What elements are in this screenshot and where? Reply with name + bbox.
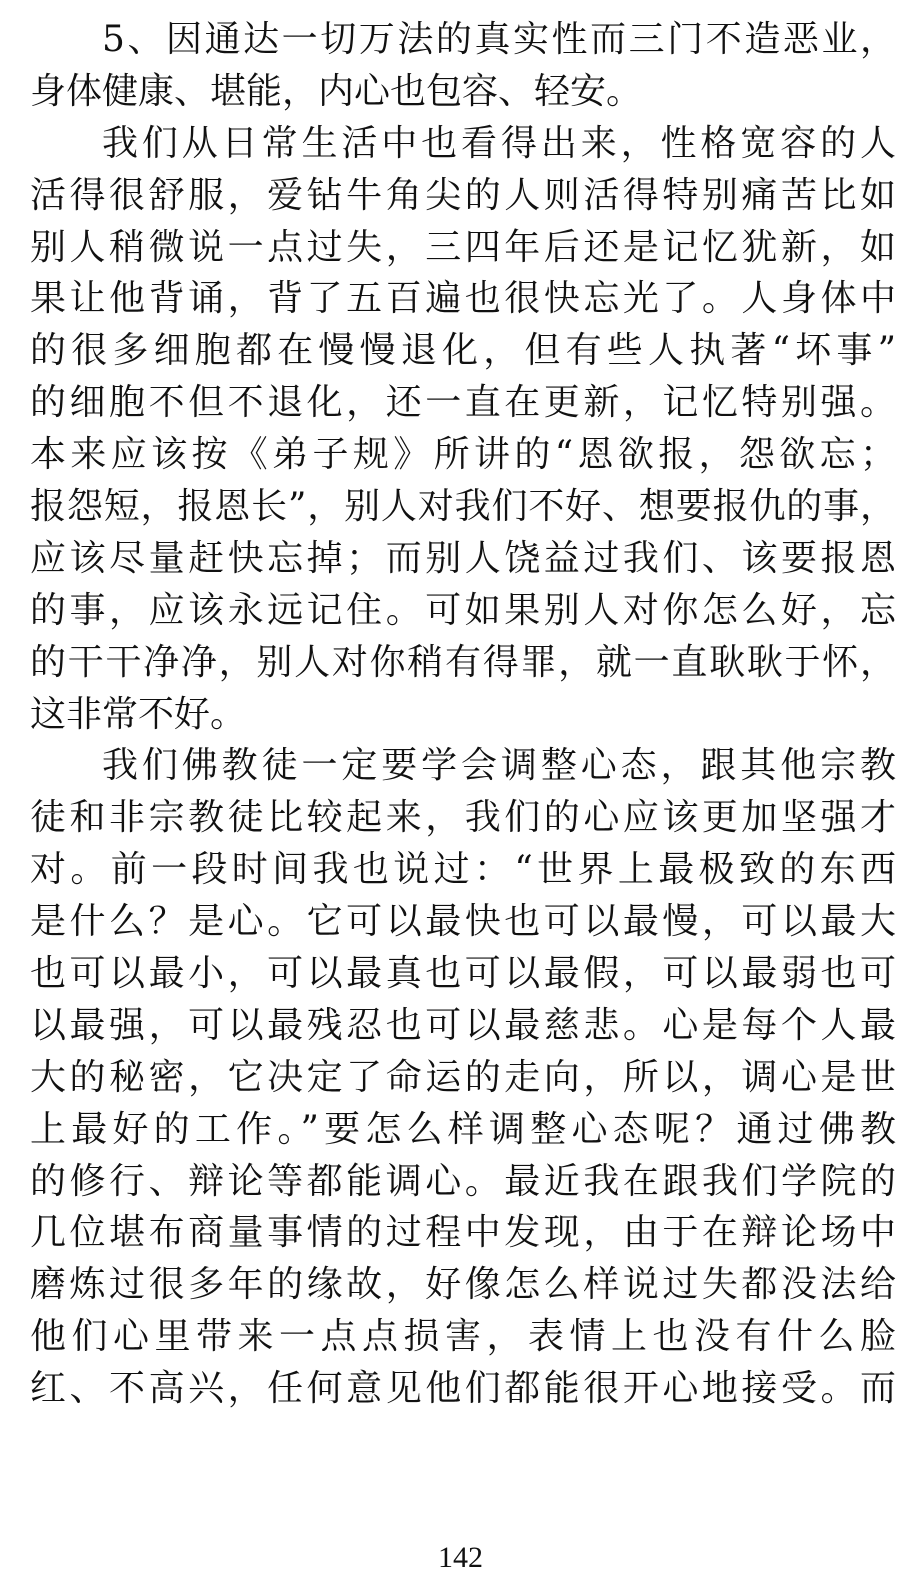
- text-line: 身体健康、堪能，内心也包容、轻安。: [30, 70, 643, 112]
- text-line: 也可以最小，可以最真也可以最假，可以最弱也可: [30, 953, 896, 995]
- text-line: 的很多细胞都在慢慢退化，但有些人执著“坏事”: [30, 330, 896, 372]
- text-line: 我们从日常生活中也看得出来，性格宽容的人: [102, 122, 896, 164]
- text-line: 活得很舒服，爱钻牛角尖的人则活得特别痛苦比如: [30, 174, 896, 216]
- text-line: 对。前一段时间我也说过：“世界上最极致的东西: [30, 849, 896, 891]
- text-line: 报怨短，报恩长”，别人对我们不好、想要报仇的事，: [30, 486, 896, 528]
- text-line: 上最好的工作。”要怎么样调整心态呢？通过佛教: [30, 1108, 896, 1150]
- text-line: 磨炼过很多年的缘故，好像怎么样说过失都没法给: [30, 1264, 896, 1306]
- text-line: 果让他背诵，背了五百遍也很快忘光了。人身体中: [30, 278, 896, 320]
- text-line: 我们佛教徒一定要学会调整心态，跟其他宗教: [102, 745, 896, 787]
- text-line: 应该尽量赶快忘掉；而别人饶益过我们、该要报恩: [30, 537, 896, 579]
- text-line: 几位堪布商量事情的过程中发现，由于在辩论场中: [30, 1212, 896, 1254]
- text-line: 是什么？是心。它可以最快也可以最慢，可以最大: [30, 901, 896, 943]
- text-line: 别人稍微说一点过失，三四年后还是记忆犹新，如: [30, 226, 896, 268]
- text-line: 这非常不好。: [30, 693, 247, 735]
- text-line: 的修行、辩论等都能调心。最近我在跟我们学院的: [30, 1160, 896, 1202]
- text-line: 本来应该按《弟子规》所讲的“恩欲报，怨欲忘；: [30, 434, 896, 476]
- text-line: 红、不高兴，任何意见他们都能很开心地接受。而: [30, 1368, 896, 1410]
- text-line: 大的秘密，它决定了命运的走向，所以，调心是世: [30, 1056, 896, 1098]
- text-line: 以最强，可以最残忍也可以最慈悲。心是每个人最: [30, 1004, 896, 1046]
- page-number: 142: [438, 1541, 483, 1574]
- text-line: 徒和非宗教徒比较起来，我们的心应该更加坚强才: [30, 797, 896, 839]
- text-line: 他们心里带来一点点损害，表情上也没有什么脸: [30, 1316, 896, 1358]
- text-line: 的事，应该永远记住。可如果别人对你怎么好，忘: [30, 589, 896, 631]
- text-line: 的细胞不但不退化，还一直在更新，记忆特别强。: [30, 382, 896, 424]
- body-text: [30, 14, 896, 1415]
- text-line: 的干干净净，别人对你稍有得罪，就一直耿耿于怀，: [30, 641, 896, 683]
- text-line: 5、因通达一切万法的真实性而三门不造恶业，: [102, 19, 896, 60]
